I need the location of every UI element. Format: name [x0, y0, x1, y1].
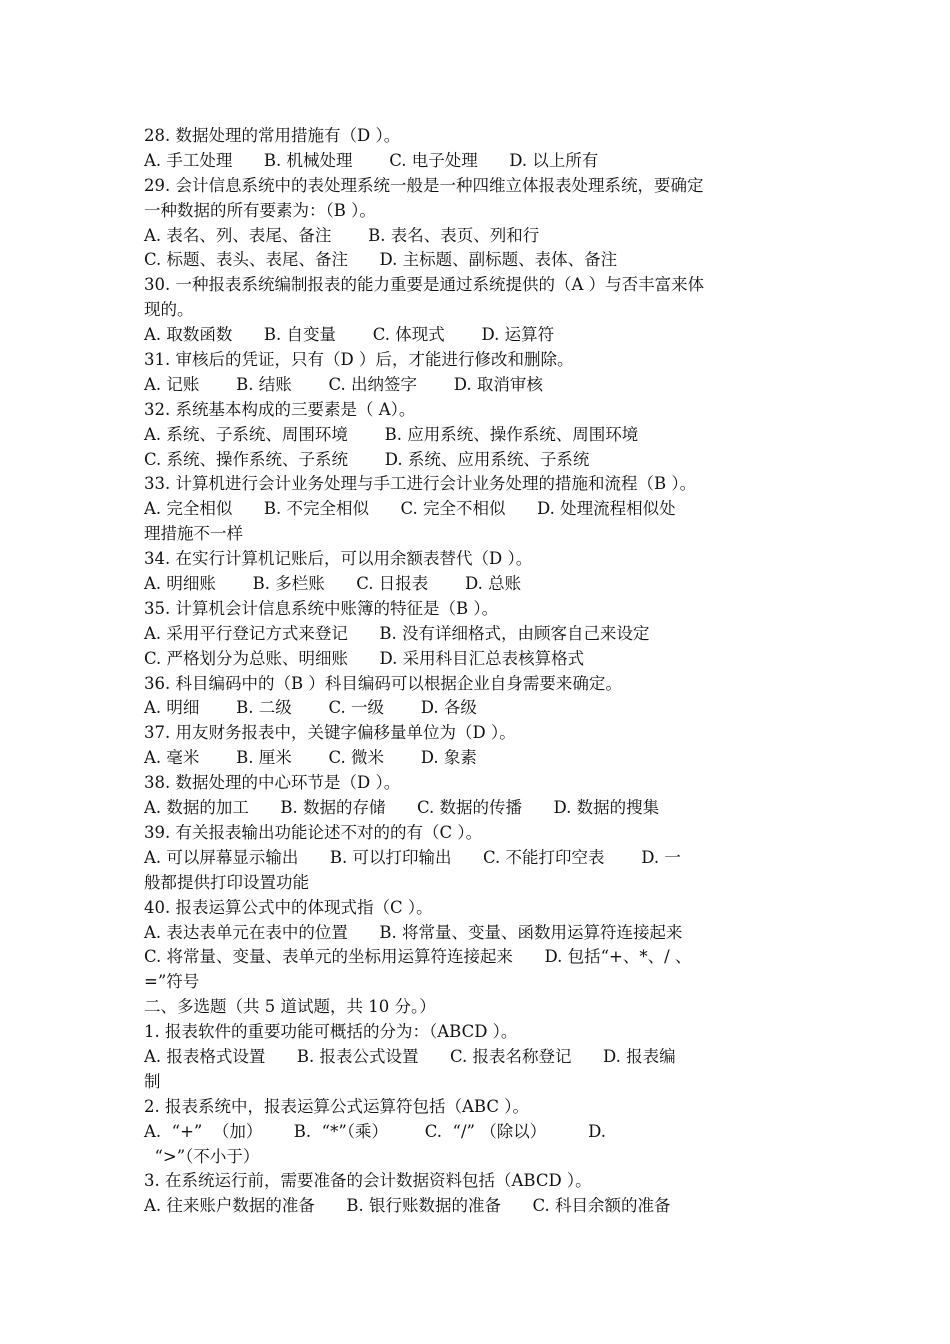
text-line: A. 记账 B. 结账 C. 出纳签字 D. 取消审核	[144, 374, 543, 394]
text-line: A. 数据的加工 B. 数据的存储 C. 数据的传播 D. 数据的搜集	[144, 798, 660, 818]
text-line: A. 手工处理 B. 机械处理 C. 电子处理 D. 以上所有	[144, 150, 599, 170]
text-line: 29. 会计信息系统中的表处理系统一般是一种四维立体报表处理系统，要确定	[144, 175, 704, 195]
text-line: 35. 计算机会计信息系统中账簿的特征是（B ）。	[144, 598, 499, 618]
text-line: C. 将常量、变量、表单元的坐标用运算符连接起来 D. 包括“+、*、/ 、	[144, 947, 692, 967]
text-line: 36. 科目编码中的（B ）科目编码可以根据企业自身需要来确定。	[144, 673, 622, 693]
text-line: A. 可以屏幕显示输出 B. 可以打印输出 C. 不能打印空表 D. 一	[144, 847, 681, 867]
text-line: 一种数据的所有要素为：（B ）。	[144, 200, 376, 220]
text-line: 31. 审核后的凭证，只有（D ）后，才能进行修改和删除。	[144, 350, 574, 370]
text-line: 制	[144, 1071, 161, 1091]
text-line: A. 报表格式设置 B. 报表公式设置 C. 报表名称登记 D. 报表编	[144, 1046, 676, 1066]
text-line: 37. 用友财务报表中，关键字偏移量单位为（D ）。	[144, 723, 516, 743]
text-line: 般都提供打印设置功能	[144, 872, 309, 892]
text-line: C. 标题、表头、表尾、备注 D. 主标题、副标题、表体、备注	[144, 250, 618, 270]
text-line: A. 完全相似 B. 不完全相似 C. 完全不相似 D. 处理流程相似处	[144, 499, 676, 519]
text-line: A. 采用平行登记方式来登记 B. 没有详细格式，由顾客自己来设定	[144, 623, 650, 643]
text-line: A. 系统、子系统、周围环境 B. 应用系统、操作系统、周围环境	[144, 424, 639, 444]
text-line: =”符号	[144, 972, 200, 992]
text-line: 32. 系统基本构成的三要素是（ A）。	[144, 399, 416, 419]
text-line: C. 系统、操作系统、子系统 D. 系统、应用系统、子系统	[144, 449, 590, 469]
text-line: 2. 报表系统中，报表运算公式运算符包括（ABC ）。	[144, 1096, 529, 1116]
text-line: 33. 计算机进行会计业务处理与手工进行会计业务处理的措施和流程（B ）。	[144, 474, 697, 494]
text-line: A. 往来账户数据的准备 B. 银行账数据的准备 C. 科目余额的准备	[144, 1196, 671, 1216]
text-line: C. 严格划分为总账、明细账 D. 采用科目汇总表核算格式	[144, 648, 585, 668]
text-line: 二、多选题（共 5 道试题，共 10 分。）	[144, 997, 436, 1017]
text-line: A. 表名、列、表尾、备注 B. 表名、表页、列和行	[144, 225, 540, 245]
text-line: 3. 在系统运行前，需要准备的会计数据资料包括（ABCD ）。	[144, 1171, 592, 1191]
text-line: A. 取数函数 B. 自变量 C. 体现式 D. 运算符	[144, 325, 555, 345]
question-text-body	[144, 124, 808, 1219]
text-line: A. 毫米 B. 厘米 C. 微米 D. 象素	[144, 748, 477, 768]
text-line: A. “+” （加） B. “*”（乘） C. “/” （除以） D.	[144, 1121, 607, 1141]
text-line: A. 明细账 B. 多栏账 C. 日报表 D. 总账	[144, 574, 522, 594]
text-line: 39. 有关报表输出功能论述不对的的有（C ）。	[144, 822, 483, 842]
text-line: 现的。	[144, 300, 194, 320]
text-line: 34. 在实行计算机记账后，可以用余额表替代（D ）。	[144, 549, 533, 569]
text-line: 1. 报表软件的重要功能可概括的分为：（ABCD ）。	[144, 1022, 518, 1042]
text-line: 28. 数据处理的常用措施有（D ）。	[144, 126, 401, 145]
text-line: 38. 数据处理的中心环节是（D ）。	[144, 773, 401, 793]
text-line: 40. 报表运算公式中的体现式指（C ）。	[144, 897, 433, 917]
text-line: A. 表达表单元在表中的位置 B. 将常量、变量、函数用运算符连接起来	[144, 922, 683, 942]
text-line: 理措施不一样	[144, 524, 243, 544]
text-line: “>”（不小于）	[144, 1146, 260, 1166]
text-line: A. 明细 B. 二级 C. 一级 D. 各级	[144, 698, 477, 718]
text-line: 30. 一种报表系统编制报表的能力重要是通过系统提供的（A ）与否丰富来体	[144, 275, 705, 295]
